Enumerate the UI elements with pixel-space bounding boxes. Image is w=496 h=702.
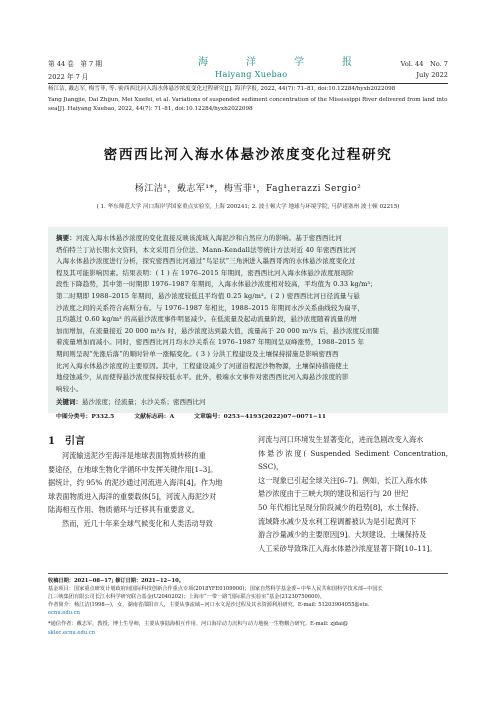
abstract-line: 段性下降趋势，其中第一时期即 1976–1987 年期间，入海水体悬沙浓度相对较高，平均值为 0.33 kg/m³；: [56, 280, 377, 289]
fund-line: 江三峡集团有限公司长江水科学研究联合基金(U2040202)；上海市“一带一路”国际联合实验室“基金(21230750600)。: [48, 594, 325, 601]
document-code: 文献标志码：A: [134, 413, 175, 421]
intro-left-column: [48, 449, 234, 531]
abstract-body: [56, 233, 440, 395]
keywords-text: 悬沙浓度；径流量；水沙关系；密西西比河: [82, 398, 206, 407]
paragraph-line: 悬沙浓度由于三峡大坝的建设和运行与 20 世纪: [258, 489, 409, 499]
footnote-rule: [48, 573, 448, 574]
abstract-box: [48, 227, 448, 421]
header-rule: [48, 83, 448, 84]
abstract-line: 比河入海水体悬沙浓度的主要原因。其中，工程建设减少了河道沿程泥沙物物源，土壤保持措施使土: [56, 361, 349, 370]
corresponding-author: *通信作者：戴志军，教授，博士生导师，主要从事陆海相互作用、河口海岸动力沉积与动力地貌一生物耦合研究。E-mail: zjdai@: [48, 621, 348, 628]
abstract-line: 且均越过 0.60 kg/m³ 的高悬沙浓度事件明显减少。在低流量及起动流量阶段，悬沙浓度随着流量的增: [56, 315, 357, 324]
abstract-line: 程及其可能影响因素。结果表明：( 1 ) 在 1976–2015 年期间，密西西比河入海水体悬沙浓度展现阶: [56, 268, 354, 277]
paragraph-line: 据统计，约 95% 的泥沙通过河流进入海洋[4]。作为地: [48, 478, 223, 488]
paragraph-line: 要途径，在地球生物化学循环中发挥关键作用[1–3]。: [48, 464, 218, 474]
abstract-line: 着流量增加而减小。同时，密西西比河月均水沙关系在 1976–1987 年期间呈双峰涨势，1988–2015 年: [56, 338, 365, 347]
abstract-line: 加而增加，在流量接近 20 000 m³/s 时，悬沙浓度达到最大值，流量高于 20 000 m³/s 后，悬沙浓度反而随: [56, 326, 380, 335]
authors: 杨江洁¹，戴志军¹*，梅雪菲¹，Fagherazzi Sergio²: [134, 184, 362, 194]
keywords-label: 关键词：: [56, 398, 82, 407]
paragraph-line: 流域降水减少及水利工程调蓄被认为是引起黄河下: [258, 516, 417, 526]
section-heading-intro: 1 引言: [48, 436, 85, 447]
date-en: July 2022: [416, 71, 448, 79]
abstract-line: 河流入海水体悬沙浓度的变化直接反映该流域入海泥沙和自然应力的影响。基于密西西比河: [75, 234, 342, 242]
corresponding-email: sklec.ecnu.edu.cn: [48, 629, 96, 636]
abstract-line: 沙浓度之间的关系符合高斯分布。与 1976–1987 年相比，1988–2015 年期间水沙关系曲线较为扁平，: [56, 303, 365, 312]
classification-row: [56, 411, 440, 420]
affiliation: ( 1. 华东师范大学 河口海岸学国家重点实验室, 上海 200241; 2. 波士顿大学 地球与环境学院, 马萨诸塞州 波士顿 02215): [96, 204, 400, 210]
citation-en-line2: sea[J]. Haiyang Xuebao, 2022, 44(7): 71–81, doi:10.12284/hyxb2022098: [48, 106, 253, 112]
citation-en-line1: Yang Jiangjie, Dai Zhijun, Mei Xuefei, et al. Variations of suspended sediment concentration of the Mississippi River delivered from land into: [48, 97, 448, 103]
keywords: [56, 397, 440, 406]
author-bio: 作者简介：杨江洁(1998—)，女，湖南省邵阳市人，主要从事流域−河口水文泥沙过程及其水资源利用研究。E-mail: 51203904055@stu.: [48, 602, 370, 609]
paragraph-line: 人工采砂导致珠江入海水体悬沙浓度显著下降[10–11]。: [258, 543, 437, 553]
paragraph-line: 游含沙量减少的主要原因[9]。大坝建设、土壤保持及: [258, 530, 427, 540]
article-number: 文章编号：0253−4193(2022)07−0071−11: [194, 413, 326, 421]
abstract-line: 入海水体悬沙浓度进行分析，探究密西西比河通过“鸟足状”三角洲进入墨西哥湾的水体悬沙浓度变化过: [56, 257, 356, 266]
abstract-line: 塔伯特兰丁站长期水文资料，本文采用百分位法、Mann-Kendall法等统计方法对近 40 年密西西比河: [56, 245, 357, 254]
fund-line: 基金项目：国家重点研发计划政府间国际科技创新合作重点专项(2018YFE0109900)；国家自然科学基金委−中华人民共和国科学技术部−中国长: [48, 586, 383, 593]
paragraph-line: 这一现象已引起全球关注[6–7]。例如，长江入海水体: [258, 475, 428, 485]
footnotes: [48, 577, 448, 637]
paragraph-line: 然而，近几十年来全球气候变化和人类活动导致: [62, 518, 213, 528]
paragraph-line: 河流输送泥沙至海洋是地球表面物质转移的重: [62, 451, 206, 460]
paragraph-line: 体悬沙浓度( Suspended Sediment Concentration, SSC)，: [258, 448, 448, 472]
date-cn: 2022 年 7 月: [48, 73, 89, 81]
paragraph-line: 球表面物质进入海洋的重要载体[5]，河流入海泥沙对: [48, 491, 217, 501]
intro-right-column: [258, 433, 448, 555]
paragraph-line: 陆海相互作用、物质循环与迁移具有重要意义。: [48, 505, 199, 515]
journal-title-cn: 海 洋 学 报: [198, 57, 366, 68]
paragraph-line: 河流与河口环境发生显著变化，进而急剧改变入海水: [258, 435, 424, 444]
volume-issue-cn: 第 44 卷 第 7 期: [48, 60, 102, 68]
received-date: 收稿日期：2021−08−17; 修订日期：2021−12−10。: [48, 578, 184, 584]
abstract-line: 地侵蚀减少，从而使得悬沙浓度保持较低水平。此外，极端水文事件对密西西比河入海悬沙浓度的影: [56, 373, 349, 382]
article-title: 密西西比河入海水体悬沙浓度变化过程研究: [103, 147, 393, 163]
author-email: ecnu.edu.cn: [48, 610, 80, 617]
abstract-label: 摘要：: [56, 234, 76, 242]
citation-cn: 杨江洁, 戴志军, 梅雪菲, 等. 密西西比河入海水体悬沙浓度变化过程研究[J]. 海洋学报, 2022, 44(7): 71–81, doi:10.12284/hyxb2022098: [48, 86, 396, 92]
abstract-line: 第二时期即 1988–2015 年期间，悬沙浓度较低且平均值 0.25 kg/m³。( 2 ) 密西西比河日径流量与悬: [56, 291, 360, 300]
journal-title-en: Haiyang Xuebao: [215, 69, 288, 79]
abstract-line: 响较小。: [56, 384, 83, 393]
abstract-line: 期间则呈现“先涨后落”的顺时针单一涨幅变化。( 3 ) 分洪工程建设及土壤保持措施是影响密西西: [56, 349, 339, 358]
volume-issue-en: Vol. 44 No. 7: [400, 60, 448, 68]
clc-number: 中图分类号：P332.5: [56, 413, 115, 421]
paragraph-line: 50 年代相比呈现分阶段减少的趋势[8]，水土保持、: [258, 502, 424, 512]
